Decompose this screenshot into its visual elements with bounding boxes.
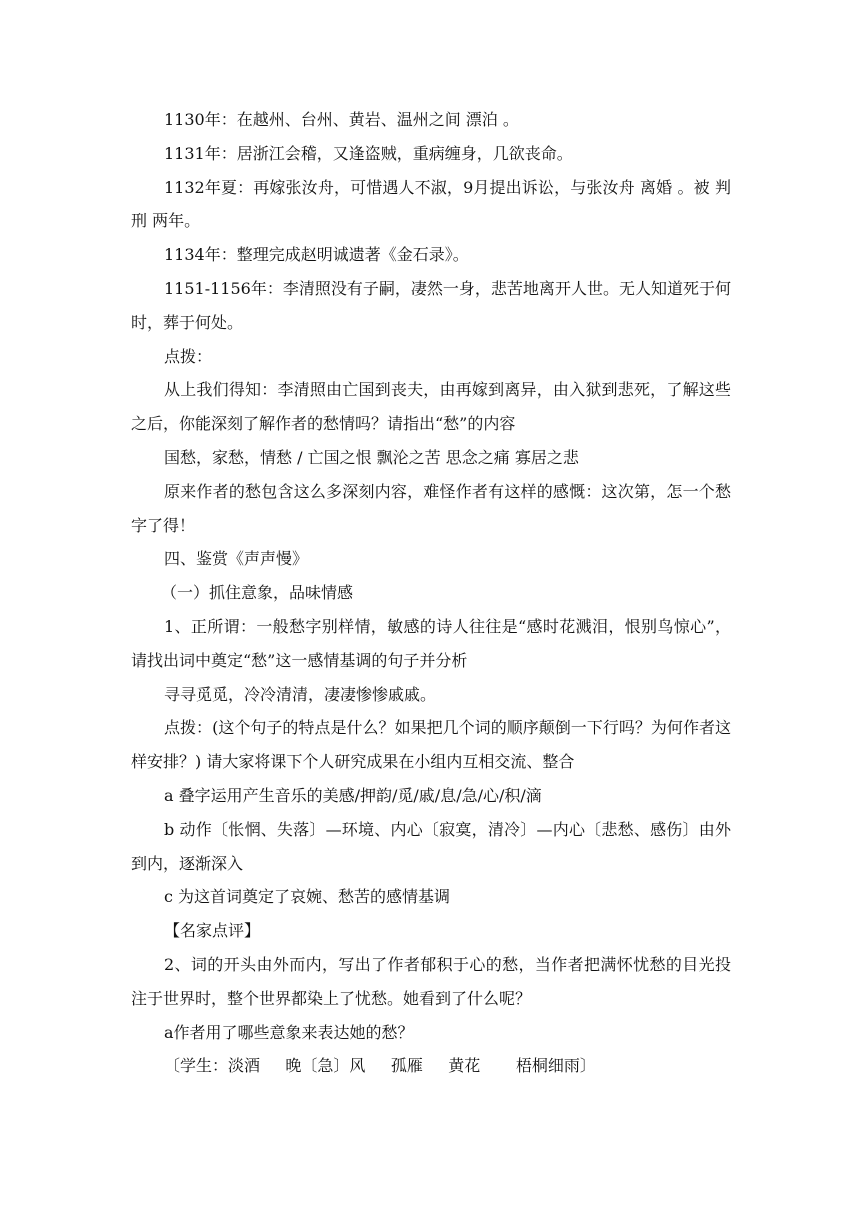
question-2a: a作者用了哪些意象来表达她的愁？ [164, 1022, 414, 1042]
sorrow-types: 国愁，家愁，情愁 / 亡国之恨 飘沦之苦 思念之痛 寡居之悲 [164, 447, 579, 467]
quoted-line: 寻寻觅觅，冷冷清清，凄凄惨惨戚戚。 [164, 684, 437, 704]
sorrow-conclusion: 原来作者的愁包含这么多深刻内容，难怪作者有这样的感慨：这次第，怎一个愁字了得！ [131, 481, 731, 535]
timeline-1132: 1132年夏：再嫁张汝舟，可惜遇人不淑，9月提出诉讼，与张汝舟 离婚 。被 判刑 两年。 [131, 177, 731, 231]
point-c: c 为这首词奠定了哀婉、愁苦的感情基调 [164, 887, 451, 907]
section-heading: 四、鉴赏《声声慢》 [164, 549, 309, 569]
hint-heading: 点拨： [164, 346, 213, 366]
expert-review-heading: 【名家点评】 [164, 921, 261, 941]
timeline-1134: 1134年：整理完成赵明诚遗著《金石录》。 [164, 245, 469, 265]
timeline-1131: 1131年：居浙江会稽，又逢盗贼，重病缠身，几欲丧命。 [164, 143, 573, 163]
question-1: 1、正所谓：一般愁字别样情，敏感的诗人往往是“感时花溅泪，恨别鸟惊心”，请找出词中奠定“愁”这一感情基调的句子并分析 [131, 616, 731, 670]
student-answer: 〔学生：淡酒 晚〔急〕风 孤雁 黄花 梧桐细雨〕 [164, 1056, 596, 1076]
document-body [131, 103, 731, 1083]
timeline-1151: 1151-1156年：李清照没有子嗣，凄然一身，悲苦地离开人世。无人知道死于何时，葬于何处。 [131, 278, 731, 332]
timeline-1130: 1130年：在越州、台州、黄岩、温州之间 漂泊 。 [164, 110, 519, 129]
point-b: b 动作〔怅惘、失落〕—环境、内心〔寂寞，清冷〕—内心〔悲愁、感伤〕由外到内，逐渐深入 [131, 819, 731, 873]
subsection-heading: （一）抓住意象，品味情感 [161, 583, 354, 603]
question-2: 2、词的开头由外而内，写出了作者郁积于心的愁，当作者把满怀忧愁的目光投注于世界时，整个世界都染上了忧愁。她看到了什么呢？ [131, 954, 731, 1008]
hint-paragraph: 从上我们得知：李清照由亡国到丧夫，由再嫁到离异，由入狱到悲死，了解这些之后，你能深刻了解作者的愁情吗？请指出“愁”的内容 [131, 380, 731, 434]
point-a: a 叠字运用产生音乐的美感/押韵/觅/戚/息/急/心/积/滴 [164, 785, 542, 805]
hint-question: 点拨：(这个句子的特点是什么？如果把几个词的顺序颠倒一下行吗？为何作者这样安排？) 请大家将课下个人研究成果在小组内互相交流、整合 [131, 718, 731, 772]
